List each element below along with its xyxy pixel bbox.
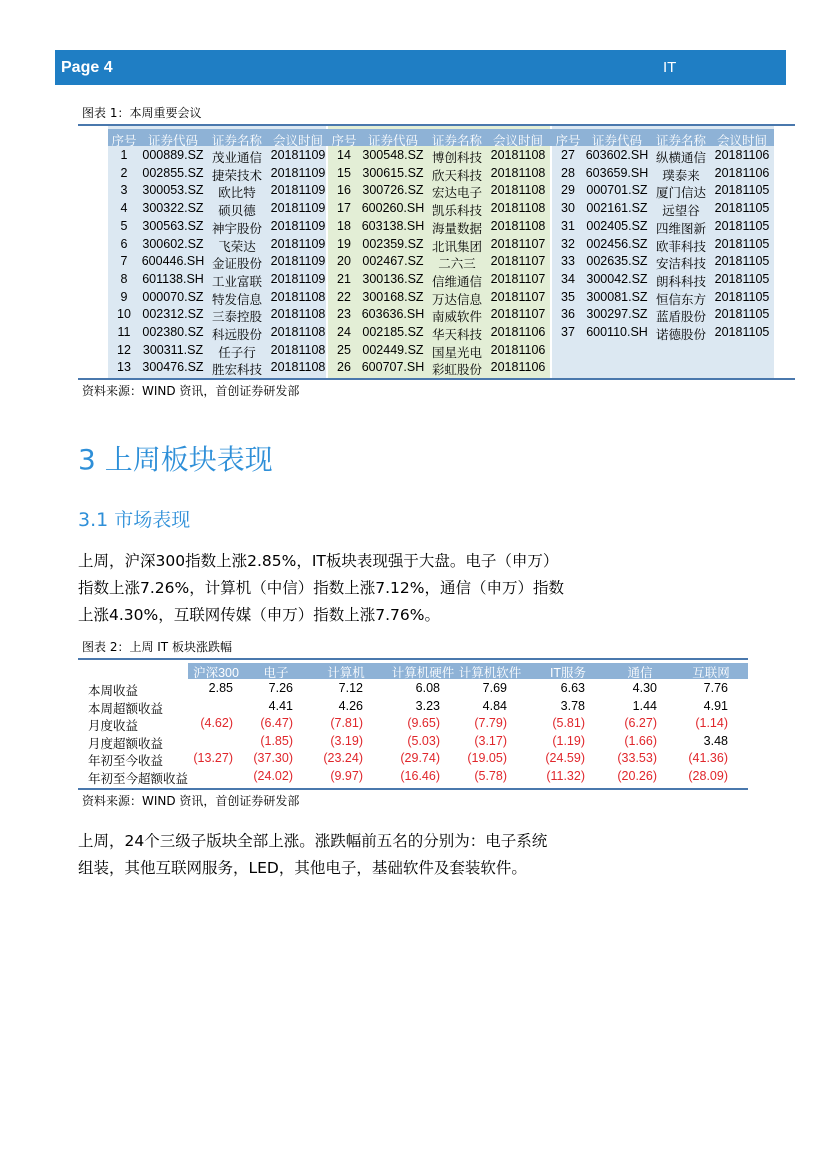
row-label: 年初至今收益 <box>88 754 164 768</box>
cell-name: 飞荣达 <box>218 239 256 254</box>
cell-seq: 7 <box>120 254 128 269</box>
cell-date: 20181107 <box>490 236 546 251</box>
cell-date: 20181105 <box>714 271 770 286</box>
value-cell: (19.05) <box>467 751 507 765</box>
cell-seq: 6 <box>120 236 128 251</box>
section-title: 3 上周板块表现 <box>78 443 273 476</box>
value-cell: (11.32) <box>546 768 585 783</box>
cell-name: 彩虹股份 <box>431 363 482 378</box>
cell-name: 朗科科技 <box>655 274 706 289</box>
cell-code: 000889.SZ <box>142 148 204 162</box>
cell-code: 300602.SZ <box>142 236 204 251</box>
header-date: 会议时间 <box>716 134 767 148</box>
cell-seq: 34 <box>561 271 575 286</box>
header-name: 证券名称 <box>655 134 706 148</box>
value-cell: (1.85) <box>260 733 293 748</box>
cell-date: 20181108 <box>270 325 326 339</box>
header-seq: 序号 <box>555 134 581 148</box>
cell-code: 002185.SZ <box>362 325 424 339</box>
cell-date: 20181105 <box>714 325 770 339</box>
cell-seq: 37 <box>561 325 575 339</box>
value-cell: (1.66) <box>624 733 657 748</box>
value-cell: (1.19) <box>552 733 585 748</box>
value-cell: 4.41 <box>268 698 293 713</box>
cell-seq: 2 <box>120 165 128 180</box>
header-code: 证券代码 <box>591 134 642 148</box>
value-cell: 7.69 <box>482 681 507 695</box>
cell-seq: 36 <box>561 307 575 322</box>
value-cell: (20.26) <box>617 768 657 783</box>
paragraph-market: 上周，沪深300指数上涨2.85%，IT板块表现强于大盘。电子（申万）指数上涨7.26%，计算机（中信）指数上涨7.12%，通信（申万）指数上涨4.30%，互联网传媒（申万）指数上涨7.76%。 <box>78 552 564 624</box>
cell-seq: 23 <box>337 307 351 322</box>
cell-name: 南威软件 <box>431 310 482 325</box>
figure1-title: 图表 1：本周重要会议 <box>82 106 202 120</box>
cell-seq: 27 <box>561 148 575 162</box>
column-header: IT服务 <box>549 666 587 680</box>
cell-name: 任子行 <box>218 345 256 360</box>
cell-date: 20181109 <box>270 271 326 286</box>
cell-code: 002467.SZ <box>362 254 424 269</box>
cell-code: 300053.SZ <box>142 183 204 198</box>
cell-code: 601138.SH <box>142 271 204 286</box>
cell-date: 20181107 <box>490 289 546 304</box>
cell-name: 华天科技 <box>431 328 482 342</box>
cell-name: 海量数据 <box>431 221 482 236</box>
cell-seq: 20 <box>337 254 351 269</box>
cell-name: 胜宏科技 <box>211 363 262 378</box>
cell-seq: 1 <box>120 148 128 162</box>
cell-seq: 4 <box>120 201 128 216</box>
row-label: 月度收益 <box>88 719 139 733</box>
cell-code: 603636.SH <box>361 307 425 322</box>
cell-code: 002449.SZ <box>362 342 424 357</box>
cell-code: 300042.SZ <box>586 271 648 286</box>
row-label: 年初至今超额收益 <box>88 771 189 786</box>
cell-code: 300136.SZ <box>362 271 424 286</box>
cell-date: 20181108 <box>490 201 546 216</box>
cell-date: 20181108 <box>270 307 326 322</box>
cell-date: 20181107 <box>490 307 546 322</box>
header-seq: 序号 <box>111 134 137 148</box>
value-cell: 7.26 <box>268 681 293 695</box>
cell-code: 300726.SZ <box>362 183 424 198</box>
cell-seq: 31 <box>561 218 575 233</box>
cell-date: 20181108 <box>490 148 546 162</box>
cell-code: 002161.SZ <box>586 201 648 216</box>
value-cell: (6.47) <box>260 716 293 730</box>
value-cell: 4.84 <box>482 698 507 713</box>
header-code: 证券代码 <box>147 134 198 148</box>
cell-name: 特发信息 <box>211 292 262 307</box>
value-cell: 2.85 <box>208 681 233 695</box>
cell-name: 厦门信达 <box>655 186 706 201</box>
value-cell: 6.08 <box>415 681 440 695</box>
figure2-title: 图表 2：上周 IT 板块涨跌幅 <box>82 640 232 654</box>
cell-name: 纵横通信 <box>655 151 706 165</box>
cell-date: 20181105 <box>714 289 770 304</box>
cell-seq: 11 <box>117 325 131 339</box>
cell-date: 20181105 <box>714 236 770 251</box>
cell-seq: 24 <box>337 325 351 339</box>
cell-date: 20181108 <box>490 218 546 233</box>
cell-code: 600260.SH <box>361 201 425 216</box>
value-cell: (7.79) <box>474 716 507 730</box>
cell-seq: 30 <box>561 201 575 216</box>
cell-name: 神宇股份 <box>211 221 262 236</box>
cell-seq: 19 <box>337 236 351 251</box>
cell-name: 北讯集团 <box>431 239 482 254</box>
value-cell: (5.81) <box>552 716 585 730</box>
cell-date: 20181109 <box>270 218 326 233</box>
page-label: Page 4 <box>61 59 113 76</box>
cell-code: 300548.SZ <box>362 148 424 162</box>
value-cell: (5.03) <box>407 733 440 748</box>
value-cell: (13.27) <box>193 751 233 765</box>
cell-date: 20181108 <box>270 360 326 375</box>
cell-seq: 32 <box>561 236 575 251</box>
row-label: 本周收益 <box>88 684 139 698</box>
cell-code: 000701.SZ <box>586 183 648 198</box>
cell-name: 国星光电 <box>431 345 482 360</box>
cell-name: 安洁科技 <box>655 257 706 272</box>
cell-seq: 9 <box>120 289 128 304</box>
cell-date: 20181108 <box>270 342 326 357</box>
cell-seq: 26 <box>337 360 351 375</box>
value-cell: (5.78) <box>474 768 507 783</box>
cell-date: 20181109 <box>270 148 326 162</box>
cell-code: 300563.SZ <box>142 218 204 233</box>
value-cell: (24.02) <box>253 768 293 783</box>
cell-name: 欣天科技 <box>431 168 482 183</box>
cell-code: 002635.SZ <box>586 254 648 269</box>
value-cell: (9.65) <box>407 716 440 730</box>
cell-code: 300311.SZ <box>142 342 204 357</box>
cell-date: 20181105 <box>714 183 770 198</box>
cell-code: 300081.SZ <box>586 289 648 304</box>
header-name: 证券名称 <box>211 134 262 148</box>
cell-code: 603602.SH <box>585 148 649 162</box>
cell-code: 300322.SZ <box>142 201 204 216</box>
value-cell: (4.62) <box>200 716 233 730</box>
cell-date: 20181108 <box>490 165 546 180</box>
cell-name: 科远股份 <box>211 328 262 342</box>
header-seq: 序号 <box>331 134 357 148</box>
cell-seq: 14 <box>337 148 351 162</box>
value-cell: 3.48 <box>703 733 728 748</box>
cell-code: 002312.SZ <box>142 307 204 322</box>
cell-code: 002855.SZ <box>142 165 204 180</box>
cell-date: 20181106 <box>490 325 546 339</box>
column-header: 计算机软件 <box>458 666 522 680</box>
cell-name: 博创科技 <box>431 151 482 165</box>
value-cell: (33.53) <box>617 751 657 765</box>
meeting-table <box>78 124 795 380</box>
cell-name: 璞泰来 <box>662 168 700 183</box>
cell-seq: 13 <box>117 360 131 375</box>
value-cell: (7.81) <box>330 716 363 730</box>
cell-date: 20181105 <box>714 254 770 269</box>
cell-date: 20181109 <box>270 165 326 180</box>
cell-seq: 33 <box>561 254 575 269</box>
cell-code: 300297.SZ <box>586 307 648 322</box>
cell-seq: 25 <box>337 342 351 357</box>
cell-date: 20181109 <box>270 254 326 269</box>
cell-date: 20181105 <box>714 201 770 216</box>
row-label: 月度超额收益 <box>88 736 164 751</box>
value-cell: (16.46) <box>400 768 440 783</box>
cell-name: 宏达电子 <box>431 186 482 201</box>
cell-code: 000070.SZ <box>142 289 204 304</box>
column-header: 互联网 <box>692 666 730 680</box>
cell-seq: 3 <box>120 183 128 198</box>
value-cell: (24.59) <box>545 751 585 765</box>
cell-name: 茂业通信 <box>211 151 262 165</box>
cell-name: 恒信东方 <box>655 292 706 307</box>
cell-date: 20181105 <box>714 218 770 233</box>
cell-name: 凯乐科技 <box>431 204 482 219</box>
cell-date: 20181108 <box>490 183 546 198</box>
section-label: IT <box>663 59 677 76</box>
cell-code: 300476.SZ <box>142 360 204 375</box>
cell-name: 诺德股份 <box>655 328 706 342</box>
cell-date: 20181109 <box>270 183 326 198</box>
row-label: 本周超额收益 <box>88 701 164 716</box>
cell-name: 工业富联 <box>211 274 262 289</box>
cell-date: 20181106 <box>490 342 546 357</box>
cell-name: 远望谷 <box>662 204 700 219</box>
returns-table <box>78 658 748 790</box>
cell-seq: 28 <box>561 165 575 180</box>
column-header: 计算机硬件 <box>391 666 455 680</box>
value-cell: (28.09) <box>688 768 728 783</box>
value-cell: 7.12 <box>338 681 363 695</box>
value-cell: (3.19) <box>330 733 363 748</box>
cell-name: 蓝盾股份 <box>655 310 706 325</box>
cell-name: 三泰控股 <box>211 310 262 325</box>
header-date: 会议时间 <box>272 134 323 148</box>
value-cell: 1.44 <box>632 698 657 713</box>
cell-seq: 15 <box>337 165 351 180</box>
value-cell: 4.91 <box>703 698 728 713</box>
cell-code: 002380.SZ <box>142 325 204 339</box>
cell-name: 硕贝德 <box>218 204 256 219</box>
figure1-source: 资料来源：WIND 资讯，首创证券研发部 <box>82 384 300 398</box>
cell-date: 20181106 <box>714 148 770 162</box>
cell-name: 欧比特 <box>218 186 256 201</box>
cell-seq: 17 <box>337 201 351 216</box>
cell-code: 603659.SH <box>585 165 649 180</box>
cell-seq: 35 <box>561 289 575 304</box>
header-date: 会议时间 <box>492 134 543 148</box>
cell-date: 20181106 <box>490 360 546 375</box>
cell-seq: 5 <box>120 218 128 233</box>
cell-date: 20181109 <box>270 236 326 251</box>
value-cell: (41.36) <box>688 751 728 765</box>
cell-code: 600707.SH <box>361 360 425 375</box>
cell-name: 二六三 <box>438 257 476 272</box>
cell-date: 20181109 <box>270 201 326 216</box>
value-cell: (9.97) <box>330 768 363 783</box>
cell-date: 20181105 <box>714 307 770 322</box>
cell-code: 002359.SZ <box>362 236 424 251</box>
cell-code: 300168.SZ <box>362 289 424 304</box>
cell-date: 20181106 <box>714 165 770 180</box>
cell-name: 欧菲科技 <box>655 239 706 254</box>
value-cell: (37.30) <box>253 751 293 765</box>
column-header: 沪深300 <box>193 666 239 680</box>
cell-seq: 8 <box>120 271 128 286</box>
header-bar <box>55 50 786 85</box>
cell-seq: 29 <box>561 183 575 198</box>
cell-seq: 12 <box>117 342 131 357</box>
subsection-title: 3.1 市场表现 <box>78 509 191 531</box>
cell-name: 万达信息 <box>431 292 482 307</box>
cell-name: 金证股份 <box>211 257 262 272</box>
header-code: 证券代码 <box>367 134 418 148</box>
cell-name: 信维通信 <box>431 274 482 289</box>
cell-code: 300615.SZ <box>362 165 424 180</box>
value-cell: (1.14) <box>695 716 728 730</box>
cell-code: 002456.SZ <box>586 236 648 251</box>
value-cell: 7.76 <box>703 681 728 695</box>
value-cell: (23.24) <box>323 751 363 765</box>
value-cell: 4.30 <box>632 681 657 695</box>
column-header: 通信 <box>627 666 653 680</box>
cell-seq: 16 <box>337 183 351 198</box>
value-cell: 3.23 <box>415 698 440 713</box>
cell-code: 600446.SH <box>141 254 205 269</box>
cell-seq: 10 <box>117 307 131 322</box>
value-cell: (29.74) <box>400 751 440 765</box>
figure2-source: 资料来源：WIND 资讯，首创证券研发部 <box>82 794 300 808</box>
cell-name: 四维图新 <box>655 221 706 236</box>
cell-code: 600110.SH <box>586 325 648 339</box>
value-cell: (6.27) <box>624 716 657 730</box>
cell-seq: 22 <box>337 289 351 304</box>
cell-name: 捷荣技术 <box>211 168 262 183</box>
value-cell: 4.26 <box>338 698 363 713</box>
header-name: 证券名称 <box>431 134 482 148</box>
cell-seq: 21 <box>337 271 351 286</box>
value-cell: (3.17) <box>474 733 507 748</box>
cell-code: 002405.SZ <box>586 218 648 233</box>
column-header: 计算机 <box>327 666 365 680</box>
column-header: 电子 <box>263 666 289 680</box>
value-cell: 6.63 <box>560 681 585 695</box>
cell-date: 20181107 <box>490 254 546 269</box>
cell-date: 20181107 <box>490 271 546 286</box>
cell-seq: 18 <box>337 218 351 233</box>
paragraph-subsectors: 上周，24个三级子版块全部上涨。涨跌幅前五名的分别为：电子系统组装，其他互联网服务，LED，其他电子，基础软件及套装软件。 <box>78 832 548 877</box>
value-cell: 3.78 <box>560 698 585 713</box>
cell-code: 603138.SH <box>361 218 425 233</box>
cell-date: 20181108 <box>270 289 326 304</box>
